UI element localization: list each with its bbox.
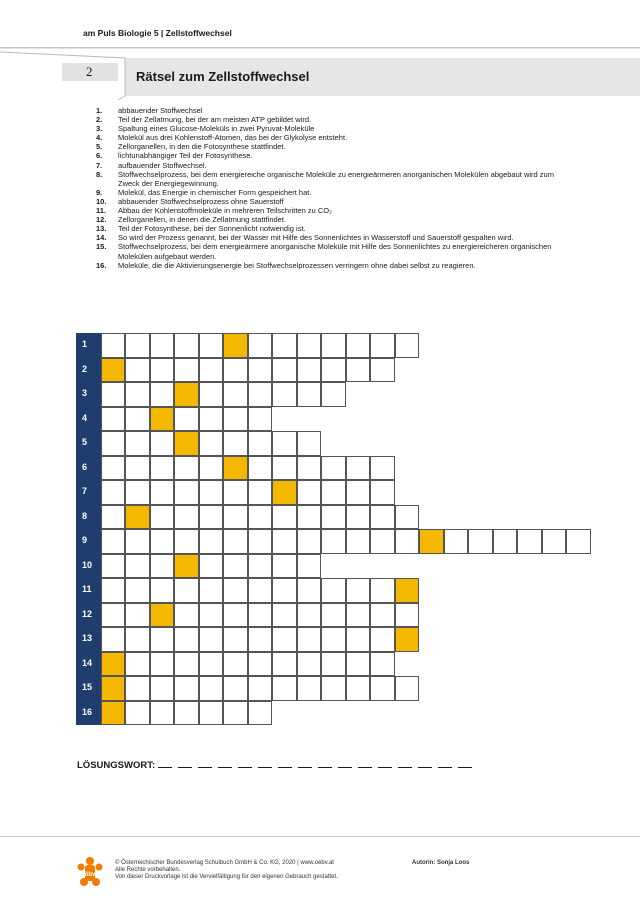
row-number: 7 (76, 480, 101, 505)
letter-cell[interactable] (125, 652, 150, 677)
footer-rule (0, 836, 640, 837)
letter-cell[interactable] (150, 382, 175, 407)
solution-letter-cell[interactable] (272, 480, 297, 505)
clue-text: Stoffwechselprozess, bei dem energieärmere anorganische Moleküle mit Hilfe des Sonnenlichtes zu energiereicheren organischen Molekülen aufgebaut werden. (118, 242, 552, 261)
letter-cell[interactable] (272, 456, 297, 481)
solution-letter-cell[interactable] (101, 676, 126, 701)
clue-number: 11. (96, 206, 107, 216)
letter-cell[interactable] (101, 382, 126, 407)
solution-letter-cell[interactable] (223, 456, 248, 481)
clue-number: 8. (96, 169, 103, 179)
clue-text: lichtunabhängiger Teil der Fotosynthese. (118, 151, 253, 161)
letter-cell[interactable] (101, 480, 126, 505)
letter-cell[interactable] (223, 358, 248, 383)
letter-cell[interactable] (150, 627, 175, 652)
letter-cell[interactable] (174, 701, 199, 726)
letter-cell[interactable] (272, 505, 297, 530)
letter-cell[interactable] (174, 358, 199, 383)
letter-cell[interactable] (248, 407, 273, 432)
letter-cell[interactable] (223, 382, 248, 407)
solution-letter-cell[interactable] (125, 505, 150, 530)
clue-text: aufbauender Stoffwechsel. (118, 160, 207, 170)
letter-cell[interactable] (101, 431, 126, 456)
letter-cell[interactable] (125, 407, 150, 432)
clue-text: abbauender Stoffwechsel (118, 106, 203, 115)
solution-letter-cell[interactable] (174, 554, 199, 579)
clue-text: Molekül, das Energie in chemischer Form gespeichert hat. (118, 187, 312, 197)
letter-cell[interactable] (346, 652, 371, 677)
letter-cell[interactable] (297, 382, 322, 407)
clue-text: abbauender Stoffwechselprozess ohne Sauerstoff (118, 196, 284, 206)
clue-item (96, 106, 566, 115)
clue-item (96, 206, 566, 215)
solution-blank[interactable] (358, 757, 372, 768)
letter-cell[interactable] (223, 407, 248, 432)
letter-cell[interactable] (272, 627, 297, 652)
clue-text: Molekül aus drei Kohlenstoff-Atomen, das bei der Glykolyse entsteht. (118, 133, 348, 143)
letter-cell[interactable] (370, 529, 395, 554)
clue-number: 7. (96, 160, 103, 170)
row-number: 1 (76, 333, 101, 358)
author-credit: Autorin: Sonja Loos (412, 860, 470, 866)
letter-cell[interactable] (199, 627, 224, 652)
letter-cell[interactable] (174, 676, 199, 701)
letter-cell[interactable] (125, 456, 150, 481)
letter-cell[interactable] (174, 456, 199, 481)
letter-cell[interactable] (395, 505, 420, 530)
solution-letter-cell[interactable] (223, 333, 248, 358)
letter-cell[interactable] (174, 603, 199, 628)
letter-cell[interactable] (150, 358, 175, 383)
clue-text: Teil der Zellatmung, bei der am meisten ATP gebildet wird. (118, 115, 312, 125)
letter-cell[interactable] (223, 701, 248, 726)
letter-cell[interactable] (272, 529, 297, 554)
letter-cell[interactable] (199, 431, 224, 456)
letter-cell[interactable] (346, 529, 371, 554)
letter-cell[interactable] (248, 701, 273, 726)
letter-cell[interactable] (199, 701, 224, 726)
letter-cell[interactable] (346, 358, 371, 383)
clue-item (96, 124, 566, 133)
copyright-line: © Österreichischer Bundesverlag Schulbuch GmbH & Co. KG, 2020 | www.oebv.at (115, 860, 334, 866)
letter-cell[interactable] (321, 652, 346, 677)
letter-cell[interactable] (248, 358, 273, 383)
letter-cell[interactable] (150, 578, 175, 603)
letter-cell[interactable] (297, 456, 322, 481)
solution-blank[interactable] (218, 757, 232, 768)
clue-number: 13. (96, 224, 107, 234)
letter-cell[interactable] (395, 676, 420, 701)
letter-cell[interactable] (297, 554, 322, 579)
clue-item (96, 161, 566, 170)
letter-cell[interactable] (223, 480, 248, 505)
solution-blank[interactable] (298, 757, 312, 768)
letter-cell[interactable] (321, 578, 346, 603)
clue-item (96, 215, 566, 224)
letter-cell[interactable] (101, 627, 126, 652)
solution-blank[interactable] (458, 757, 472, 768)
letter-cell[interactable] (101, 505, 126, 530)
letter-cell[interactable] (297, 358, 322, 383)
solution-letter-cell[interactable] (395, 627, 420, 652)
solution-word (77, 757, 478, 771)
letter-cell[interactable] (101, 554, 126, 579)
running-head: am Puls Biologie 5 | Zellstoffwechsel (83, 28, 232, 38)
solution-blank[interactable] (158, 757, 172, 768)
letter-cell[interactable] (125, 554, 150, 579)
letter-cell[interactable] (150, 480, 175, 505)
letter-cell[interactable] (493, 529, 518, 554)
row-number: 11 (76, 578, 101, 603)
letter-cell[interactable] (297, 480, 322, 505)
letter-cell[interactable] (125, 333, 150, 358)
letter-cell[interactable] (199, 505, 224, 530)
letter-cell[interactable] (199, 456, 224, 481)
letter-cell[interactable] (370, 676, 395, 701)
letter-cell[interactable] (101, 529, 126, 554)
letter-cell[interactable] (101, 407, 126, 432)
letter-cell[interactable] (370, 603, 395, 628)
letter-cell[interactable] (125, 603, 150, 628)
clue-text: Spaltung eines Glucose-Moleküls in zwei Pyruvat-Moleküle (118, 124, 315, 134)
row-number: 14 (76, 652, 101, 677)
logo-text: öbv (84, 872, 96, 878)
letter-cell[interactable] (101, 333, 126, 358)
letter-cell[interactable] (321, 358, 346, 383)
clue-text: Moleküle, die die Aktivierungsenergie bei Stoffwechselprozessen verringern ohne dabei selbst zu reagieren. (118, 260, 476, 270)
letter-cell[interactable] (223, 554, 248, 579)
clue-text: Zellorganellen, in denen die Zellatmung stattfindet. (118, 215, 287, 225)
solution-blanks (158, 757, 478, 771)
letter-cell[interactable] (321, 382, 346, 407)
letter-cell[interactable] (150, 333, 175, 358)
letter-cell[interactable] (174, 578, 199, 603)
letter-cell[interactable] (150, 652, 175, 677)
solution-label: LÖSUNGSWORT: (77, 760, 156, 771)
letter-cell[interactable] (297, 529, 322, 554)
letter-cell[interactable] (248, 333, 273, 358)
letter-cell[interactable] (297, 505, 322, 530)
letter-cell[interactable] (370, 358, 395, 383)
row-number: 15 (76, 676, 101, 701)
letter-cell[interactable] (223, 529, 248, 554)
solution-blank[interactable] (438, 757, 452, 768)
row-number: 3 (76, 382, 101, 407)
letter-cell[interactable] (223, 676, 248, 701)
row-number: 8 (76, 505, 101, 530)
clue-item (96, 242, 566, 260)
clue-item (96, 142, 566, 151)
letter-cell[interactable] (125, 578, 150, 603)
letter-cell[interactable] (346, 578, 371, 603)
letter-cell[interactable] (174, 480, 199, 505)
clue-text: Teil der Fotosynthese, bei der Sonnenlicht notwendig ist. (118, 224, 306, 234)
clue-text: Abbau der Kohlenstoffmoleküle in mehreren Teilschritten zu CO₂ (118, 206, 332, 216)
clue-item (96, 151, 566, 160)
solution-letter-cell[interactable] (419, 529, 444, 554)
page-number: 2 (62, 63, 118, 81)
letter-cell[interactable] (150, 431, 175, 456)
letter-cell[interactable] (272, 578, 297, 603)
clue-item (96, 261, 566, 270)
letter-cell[interactable] (321, 456, 346, 481)
letter-cell[interactable] (223, 603, 248, 628)
letter-cell[interactable] (174, 333, 199, 358)
solution-letter-cell[interactable] (174, 431, 199, 456)
letter-cell[interactable] (346, 627, 371, 652)
clue-item (96, 170, 566, 188)
letter-cell[interactable] (150, 529, 175, 554)
row-number: 12 (76, 603, 101, 628)
letter-cell[interactable] (174, 627, 199, 652)
letter-cell[interactable] (321, 333, 346, 358)
letter-cell[interactable] (199, 480, 224, 505)
letter-cell[interactable] (370, 652, 395, 677)
row-number: 13 (76, 627, 101, 652)
letter-cell[interactable] (125, 431, 150, 456)
row-number: 4 (76, 407, 101, 432)
letter-cell[interactable] (248, 431, 273, 456)
letter-cell[interactable] (370, 456, 395, 481)
clue-number: 3. (96, 124, 103, 134)
letter-cell[interactable] (248, 456, 273, 481)
letter-cell[interactable] (125, 382, 150, 407)
letter-cell[interactable] (321, 603, 346, 628)
letter-cell[interactable] (248, 480, 273, 505)
letter-cell[interactable] (395, 333, 420, 358)
solution-blank[interactable] (338, 757, 352, 768)
letter-cell[interactable] (125, 358, 150, 383)
letter-cell[interactable] (346, 603, 371, 628)
letter-cell[interactable] (150, 676, 175, 701)
letter-cell[interactable] (297, 333, 322, 358)
letter-cell[interactable] (346, 456, 371, 481)
row-number: 10 (76, 554, 101, 579)
solution-blank[interactable] (418, 757, 432, 768)
solution-letter-cell[interactable] (150, 407, 175, 432)
letter-cell[interactable] (517, 529, 542, 554)
clue-item (96, 224, 566, 233)
letter-cell[interactable] (321, 480, 346, 505)
letter-cell[interactable] (248, 652, 273, 677)
letter-cell[interactable] (272, 652, 297, 677)
letter-cell[interactable] (272, 554, 297, 579)
letter-cell[interactable] (370, 505, 395, 530)
solution-letter-cell[interactable] (150, 603, 175, 628)
letter-cell[interactable] (174, 529, 199, 554)
letter-cell[interactable] (370, 627, 395, 652)
letter-cell[interactable] (370, 480, 395, 505)
letter-cell[interactable] (272, 358, 297, 383)
letter-cell[interactable] (248, 529, 273, 554)
letter-cell[interactable] (346, 676, 371, 701)
letter-cell[interactable] (223, 505, 248, 530)
letter-cell[interactable] (248, 554, 273, 579)
letter-cell[interactable] (542, 529, 567, 554)
clue-number: 16. (96, 260, 107, 270)
letter-cell[interactable] (101, 578, 126, 603)
clue-number: 15. (96, 242, 107, 252)
letter-cell[interactable] (150, 554, 175, 579)
letter-cell[interactable] (125, 529, 150, 554)
clue-text: So wird der Prozess genannt, bei der Wasser mit Hilfe des Sonnenlichtes in Wasserstoff und Sauerstoff gespalten wird. (118, 233, 514, 243)
letter-cell[interactable] (248, 505, 273, 530)
clue-item (96, 133, 566, 142)
letter-cell[interactable] (199, 603, 224, 628)
letter-cell[interactable] (125, 480, 150, 505)
letter-cell[interactable] (174, 652, 199, 677)
solution-blank[interactable] (238, 757, 252, 768)
letter-cell[interactable] (199, 407, 224, 432)
letter-cell[interactable] (248, 578, 273, 603)
letter-cell[interactable] (321, 505, 346, 530)
letter-cell[interactable] (297, 431, 322, 456)
letter-cell[interactable] (199, 382, 224, 407)
letter-cell[interactable] (566, 529, 591, 554)
row-number: 5 (76, 431, 101, 456)
letter-cell[interactable] (297, 603, 322, 628)
clue-number: 12. (96, 215, 107, 225)
clue-number: 2. (96, 115, 103, 125)
letter-cell[interactable] (199, 333, 224, 358)
letter-cell[interactable] (272, 431, 297, 456)
letter-cell[interactable] (174, 407, 199, 432)
letter-cell[interactable] (297, 578, 322, 603)
clue-item (96, 188, 566, 197)
row-number: 2 (76, 358, 101, 383)
clue-text: Zellorganellen, in den die Fotosynthese stattfindet. (118, 142, 286, 152)
letter-cell[interactable] (444, 529, 469, 554)
letter-cell[interactable] (199, 529, 224, 554)
letter-cell[interactable] (321, 529, 346, 554)
letter-cell[interactable] (297, 627, 322, 652)
solution-letter-cell[interactable] (101, 358, 126, 383)
letter-cell[interactable] (174, 505, 199, 530)
letter-cell[interactable] (370, 333, 395, 358)
clue-item (96, 233, 566, 242)
letter-cell[interactable] (199, 578, 224, 603)
solution-blank[interactable] (378, 757, 392, 768)
letter-cell[interactable] (272, 603, 297, 628)
letter-cell[interactable] (199, 652, 224, 677)
clue-number: 6. (96, 151, 103, 161)
letter-cell[interactable] (150, 456, 175, 481)
letter-cell[interactable] (150, 701, 175, 726)
solution-letter-cell[interactable] (101, 652, 126, 677)
letter-cell[interactable] (223, 431, 248, 456)
letter-cell[interactable] (248, 627, 273, 652)
solution-blank[interactable] (178, 757, 192, 768)
clue-item (96, 197, 566, 206)
clue-number: 5. (96, 142, 103, 152)
letter-cell[interactable] (346, 505, 371, 530)
letter-cell[interactable] (223, 652, 248, 677)
copyright-notice (115, 860, 338, 881)
letter-cell[interactable] (125, 701, 150, 726)
clue-item (96, 115, 566, 124)
letter-cell[interactable] (199, 358, 224, 383)
clue-number: 9. (96, 187, 103, 197)
row-number: 9 (76, 529, 101, 554)
row-number: 16 (76, 701, 101, 726)
copyright-line: Von dieser Druckvorlage ist die Vervielfältigung für den eigenen Gebrauch gestattet. (115, 874, 338, 880)
letter-cell[interactable] (199, 554, 224, 579)
letter-cell[interactable] (297, 676, 322, 701)
clue-number: 1. (96, 106, 103, 115)
letter-cell[interactable] (321, 676, 346, 701)
letter-cell[interactable] (468, 529, 493, 554)
letter-cell[interactable] (223, 627, 248, 652)
letter-cell[interactable] (346, 333, 371, 358)
copyright-line: Alle Rechte vorbehalten. (115, 867, 181, 873)
letter-cell[interactable] (125, 627, 150, 652)
oebv-logo (76, 856, 104, 888)
clue-text: Stoffwechselprozess, bei dem energiereiche organische Moleküle zu energieärmeren anorganischen Molekülen abgebaut wird zum Zweck der Energiegewinnung. (118, 169, 554, 188)
solution-letter-cell[interactable] (101, 701, 126, 726)
letter-cell[interactable] (346, 480, 371, 505)
solution-blank[interactable] (198, 757, 212, 768)
letter-cell[interactable] (272, 333, 297, 358)
solution-blank[interactable] (258, 757, 272, 768)
letter-cell[interactable] (101, 456, 126, 481)
solution-blank[interactable] (398, 757, 412, 768)
solution-letter-cell[interactable] (395, 578, 420, 603)
letter-cell[interactable] (125, 676, 150, 701)
letter-cell[interactable] (272, 676, 297, 701)
letter-cell[interactable] (199, 676, 224, 701)
letter-cell[interactable] (101, 603, 126, 628)
letter-cell[interactable] (370, 578, 395, 603)
solution-letter-cell[interactable] (174, 382, 199, 407)
clue-number: 10. (96, 196, 107, 206)
letter-cell[interactable] (248, 676, 273, 701)
solution-blank[interactable] (278, 757, 292, 768)
solution-blank[interactable] (318, 757, 332, 768)
clue-list (96, 106, 566, 270)
letter-cell[interactable] (321, 627, 346, 652)
letter-cell[interactable] (248, 382, 273, 407)
letter-cell[interactable] (395, 529, 420, 554)
letter-cell[interactable] (248, 603, 273, 628)
clue-number: 4. (96, 133, 103, 143)
letter-cell[interactable] (272, 382, 297, 407)
page-title: Rätsel zum Zellstoffwechsel (136, 69, 310, 84)
letter-cell[interactable] (223, 578, 248, 603)
row-number: 6 (76, 456, 101, 481)
clue-number: 14. (96, 233, 107, 243)
letter-cell[interactable] (150, 505, 175, 530)
letter-cell[interactable] (297, 652, 322, 677)
letter-cell[interactable] (395, 603, 420, 628)
